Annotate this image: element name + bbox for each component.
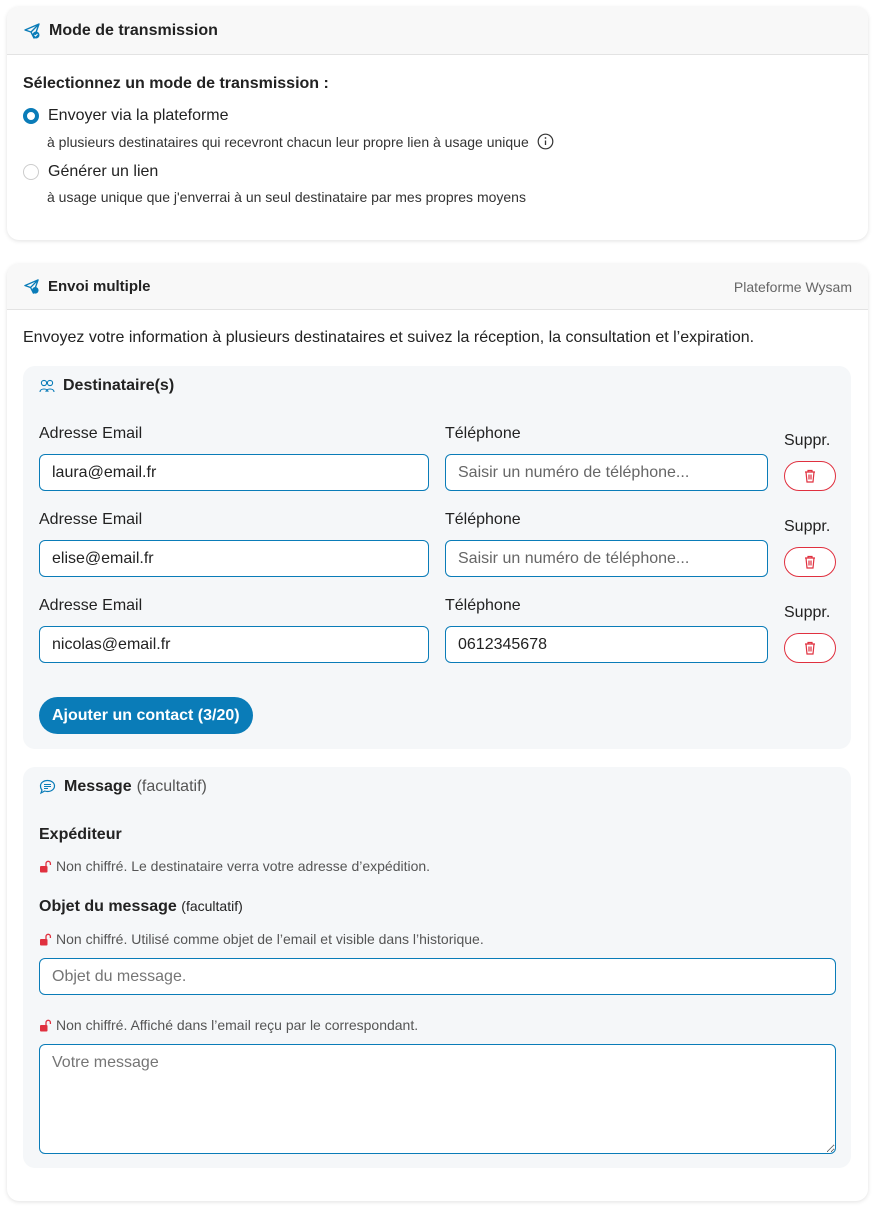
subject-input[interactable] [39,958,836,995]
radio-unselected[interactable] [23,164,39,180]
optional-tag: (facultatif) [136,778,207,795]
multi-send-card [7,264,868,1201]
message-panel [23,767,851,1168]
phone-input[interactable]: Saisir un numéro de téléphone... [445,454,768,491]
email-label: Adresse Email [39,597,143,614]
users-icon [39,379,55,393]
recipients-panel [23,366,851,749]
radio-option-link[interactable] [23,163,158,181]
delete-label: Suppr. [784,518,831,535]
delete-label: Suppr. [784,432,831,449]
radio-label: Générer un lien [48,163,159,180]
sender-note [39,858,430,874]
panel-title: Destinataire(s) [63,377,175,394]
info-icon[interactable] [537,133,554,150]
transmission-mode-card [7,7,868,240]
platform-label: Plateforme Wysam [733,278,852,295]
trash-icon [804,469,816,483]
subject-label-text: Objet du message [39,898,177,915]
delete-label: Suppr. [784,604,831,621]
delete-recipient-button[interactable] [784,547,836,577]
card-title: Mode de transmission [49,21,218,39]
unlock-icon [39,933,52,946]
card-header [7,264,868,310]
panel-header [39,778,207,796]
optional-tag: (facultatif) [181,898,243,914]
send-check-icon [23,22,41,40]
subject-label [39,898,243,916]
email-input[interactable]: elise@email.fr [39,540,429,577]
add-contact-button[interactable]: Ajouter un contact (3/20) [39,697,253,734]
send-check-icon [23,278,40,295]
body-note [39,1017,418,1033]
phone-label: Téléphone [445,425,521,442]
phone-input[interactable]: 0612345678 [445,626,768,663]
subject-note [39,931,484,947]
option-description: à usage unique que j'enverrai à un seul destinataire par mes propres moyens [47,189,526,205]
chat-icon [39,779,56,795]
phone-label: Téléphone [445,597,521,614]
email-input[interactable]: laura@email.fr [39,454,429,491]
radio-label: Envoyer via la plateforme [48,107,229,124]
option-description [47,133,554,150]
message-textarea[interactable] [39,1044,836,1154]
description-text: à plusieurs destinataires qui recevront chacun leur propre lien à usage unique [47,133,529,150]
note-text: Non chiffré. Le destinataire verra votre adresse d’expédition. [56,858,431,874]
note-text: Non chiffré. Utilisé comme objet de l’email et visible dans l’historique. [56,931,484,947]
trash-icon [804,555,816,569]
card-title: Envoi multiple [48,278,151,295]
radio-option-platform[interactable] [23,107,229,125]
delete-recipient-button[interactable] [784,461,836,491]
delete-recipient-button[interactable] [784,633,836,663]
mode-prompt: Sélectionnez un mode de transmission : [23,75,329,92]
email-label: Adresse Email [39,425,143,442]
trash-icon [804,641,816,655]
note-text: Non chiffré. Affiché dans l’email reçu par le correspondant. [56,1017,419,1033]
phone-input[interactable]: Saisir un numéro de téléphone... [445,540,768,577]
unlock-icon [39,860,52,873]
intro-text: Envoyez votre information à plusieurs destinataires et suivez la réception, la consultation et l’expiration. [23,329,755,346]
radio-selected[interactable] [23,108,39,124]
unlock-icon [39,1019,52,1032]
email-label: Adresse Email [39,511,143,528]
card-header [7,7,868,55]
panel-header [39,377,174,395]
panel-title: Message [64,778,132,795]
phone-label: Téléphone [445,511,521,528]
email-input[interactable]: nicolas@email.fr [39,626,429,663]
sender-label: Expéditeur [39,826,122,843]
